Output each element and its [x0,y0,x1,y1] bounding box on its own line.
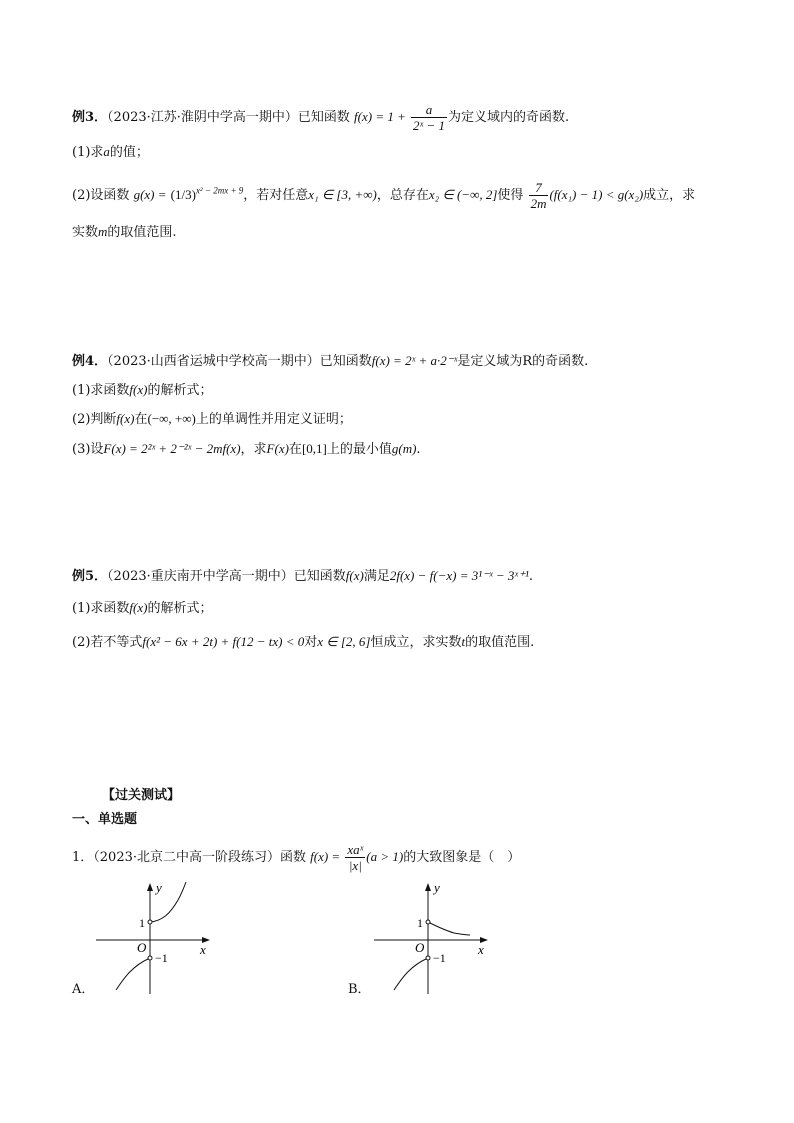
y-label: y [434,880,440,895]
ex3-q2-cont: 实数m的取值范围. [72,224,177,240]
tick-neg-one: −1 [155,951,168,965]
ex3-line1 [72,102,569,133]
ex3-src: （2023·江苏·淮阴中学高一期中）已知函数 [107,110,350,125]
ex5-line1: 例5．（2023·重庆南开中学高一期中）已知函数f(x)满足2f(x) − f(−x) = 3¹⁻ˣ − 3ˣ⁺¹. [72,568,533,584]
tick-neg-one: −1 [433,951,446,965]
ex3-ineq-frac: $\frac{7}{2m}$ [530,180,547,211]
open-point [426,956,430,960]
y-axis-arrow-icon [425,883,431,891]
tick-one: 1 [417,916,423,930]
open-point [426,920,430,924]
open-point [148,956,152,960]
y-axis-arrow-icon [147,883,153,891]
curve-left-branch [116,958,150,990]
test-header: 【过关测试】 [102,788,181,803]
tick-one: 1 [139,916,145,930]
ex4-q2: (2)判断f(x)在(−∞, +∞)上的单调性并用定义证明； [72,411,352,427]
ex3-q1: (1)求a的值； [72,144,149,160]
ex3-head: 例3． [72,110,108,125]
option-a-label[interactable]: A． [72,982,95,997]
origin-label: O [415,940,425,955]
ex4-line1: 例4．（2023·山西省运城中学校高一期中）已知函数f(x) = 2ˣ + a·2⁻ˣ是定义域为R的奇函数. [72,353,589,369]
curve-left-branch [394,958,428,990]
origin-label: O [137,940,147,955]
ex3-f-lhs: f(x) = 1 + [354,109,406,124]
test-q1: 1．（2023·北京二中高一阶段练习）函数 f(x) = $\frac{\text{xaˣ}}{|x|}$ (a > 1)的大致图象是（ ） [72,842,521,873]
open-point [148,920,152,924]
option-a-graph[interactable] [92,878,217,998]
test-section: 一、单选题 [72,812,138,827]
ex5-q2: (2)若不等式f(x² − 6x + 2t) + f(12 − tx) < 0对x ∈ [2, 6]恒成立，求实数t的取值范围. [72,634,535,650]
ex4-q1: (1)求函数f(x)的解析式； [72,382,213,398]
option-b-graph[interactable] [370,878,495,998]
x-label: x [200,942,206,957]
curve-right-branch [428,922,470,935]
test-q1-frac: $\frac{\text{xaˣ}}{|x|}$ [347,842,364,873]
ex5-q1: (1)求函数f(x)的解析式； [72,600,213,616]
ex4-q3: (3)设F(x) = 2²ˣ + 2⁻²ˣ − 2mf(x)，求F(x)在[0,1]上的最小值g(m). [72,441,421,457]
ex3-frac: $\frac{a}{\text{2ˣ − 1}}$ [413,102,445,133]
ex3-tail: 为定义域内的奇函数. [447,110,570,125]
y-label: y [156,880,162,895]
x-label: x [478,942,484,957]
option-b-label[interactable]: B． [348,982,371,997]
ex3-q2: (2)设函数 $g(x) = (1/3)^{x^2 - 2mx + 9}$，若对任意x₁ ∈ [3, +∞)，总存在x₂ ∈ (−∞, 2]使得 $\frac{7}{2m}$ (f(x₁) − 1) < g(x₂)成立，求 [72,180,696,211]
